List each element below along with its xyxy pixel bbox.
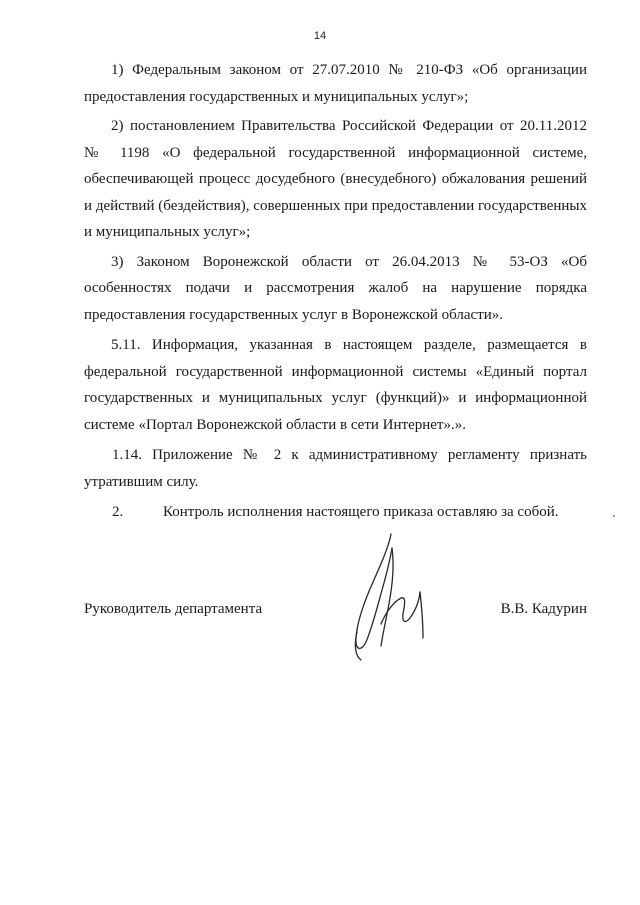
paragraph-1-14: 1.14. Приложение № 2 к административному регламенту признать утратившим силу.: [84, 447, 587, 490]
signatory-role: Руководитель департамента: [84, 601, 263, 617]
scan-speck: [613, 515, 615, 517]
paragraph-law-210: 1) Федеральным законом от 27.07.2010 № 210-ФЗ «Об организации предоставления государственных и муниципальных услуг»;: [84, 62, 587, 105]
paragraph-law-53: 3) Законом Воронежской области от 26.04.2013 № 53-ОЗ «Об особенностях подачи и рассмотрения жалоб на нарушение порядка предоставления государственных услуг в Воронежской области».: [84, 253, 587, 323]
paragraph-5-11: 5.11. Информация, указанная в настоящем разделе, размещается в федеральной государственной информационной системы «Единый портал государственных и муниципальных услуг (функций)» и информационной системе «Портал Воронежской области в сети Интернет».».: [84, 337, 587, 433]
handwritten-signature: [345, 528, 435, 668]
paragraph-resolution-1198: 2) постановлением Правительства Российской Федерации от 20.11.2012 № 1198 «О федеральной государственной информационной системе, обеспечивающей процесс досудебного (внесудебного) обжалования решений и действий (бездействия), совершенных при предоставлении государственных и муниципальных услуг»;: [84, 118, 587, 240]
page-number: 14: [313, 30, 327, 42]
paragraph-item-2: [84, 499, 587, 526]
signatory-name: В.В. Кадурин: [500, 601, 587, 617]
document-body: [84, 57, 587, 526]
item-text: Контроль исполнения настоящего приказа оставляю за собой.: [163, 504, 559, 520]
item-number: 2.: [112, 504, 124, 520]
